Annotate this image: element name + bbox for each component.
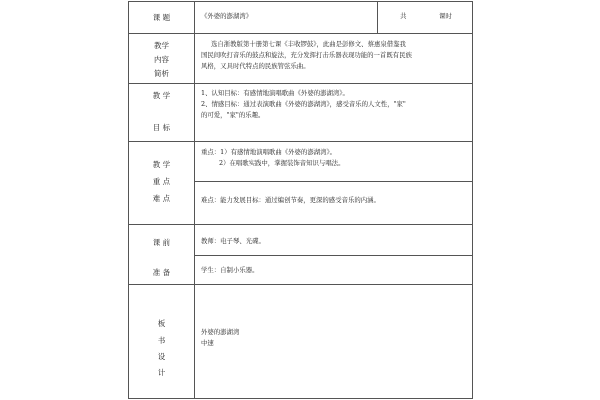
hours-prefix: 共 (400, 12, 407, 20)
label-keypoints-line: 教 学 (152, 160, 171, 169)
board-line: 外婆的澎湖湾 (201, 328, 240, 336)
label-board-line: 计 (157, 368, 166, 377)
label-goals-line: 教 学 (152, 91, 171, 100)
row-keypoints (129, 142, 472, 225)
label-summary-line: 教学 (154, 41, 169, 50)
label-keypoints-line: 重 点 (152, 177, 171, 186)
goal-line: 的可爱，"家"的乐趣。 (201, 111, 265, 119)
label-prep-line: 准 备 (152, 268, 171, 277)
difficulty-line: 难点：能力发展目标：通过编创节奏，更深的感受音乐的内涵。 (201, 196, 380, 204)
prep-divider (195, 255, 472, 256)
label-summary (129, 34, 195, 83)
label-keypoints (129, 142, 195, 224)
summary-line: 国民间吹打音乐的鼓点和旋法，充分发挥打击乐器表现功能的一首既有民族 (201, 51, 412, 59)
label-summary-line: 简析 (154, 69, 169, 78)
topic-content (195, 2, 472, 33)
summary-content (195, 34, 472, 83)
summary-line: 选自浙教版第十册第七课《丰收锣鼓》，此曲是彭修文、蔡惠泉借鉴我 (211, 40, 406, 48)
goal-line: 1、认知目标：有感情地演唱歌曲《外婆的澎湖湾》。 (201, 89, 349, 97)
keypoints-content (195, 142, 472, 224)
board-line: 中速 (201, 339, 214, 347)
label-board (129, 285, 195, 398)
focus-line: 重点：1）有感情地演唱歌曲《外婆的澎湖湾》。 (201, 148, 337, 156)
row-prep (129, 225, 472, 285)
row-goals (129, 84, 472, 142)
label-board-line: 板 (157, 319, 166, 328)
board-content (195, 285, 472, 398)
row-board (129, 285, 472, 398)
topic-divider (377, 2, 378, 33)
label-goals-line: 目 标 (152, 123, 171, 132)
hours-suffix: 课时 (439, 12, 452, 20)
label-keypoints-line: 难 点 (152, 194, 171, 203)
label-topic-text: 课 题 (152, 13, 171, 22)
prep-content (195, 225, 472, 284)
row-topic (129, 2, 472, 34)
label-board-line: 书 (157, 336, 166, 345)
keypoints-divider (195, 181, 472, 182)
label-topic (129, 2, 195, 33)
label-summary-line: 内容 (154, 55, 169, 64)
label-prep-line: 课 前 (152, 238, 171, 247)
label-prep (129, 225, 195, 284)
focus-line: 2）在唱歌实践中，掌握装饰音知识与唱法。 (219, 159, 345, 167)
goals-content (195, 84, 472, 141)
label-goals (129, 84, 195, 141)
row-summary (129, 34, 472, 84)
goal-line: 2、情感目标：通过表演歌曲《外婆的澎湖湾》，感受音乐的人文性，"家" (201, 100, 406, 108)
lesson-plan-table (128, 1, 473, 399)
label-board-line: 设 (157, 352, 166, 361)
teacher-prep: 教师：电子琴、光碟。 (201, 237, 265, 245)
student-prep: 学生：自制小乐器。 (201, 266, 259, 274)
lesson-title: 《外婆的澎湖湾》 (201, 12, 253, 20)
summary-line: 风格，又具时代特点的民族管弦乐曲。 (201, 62, 310, 70)
